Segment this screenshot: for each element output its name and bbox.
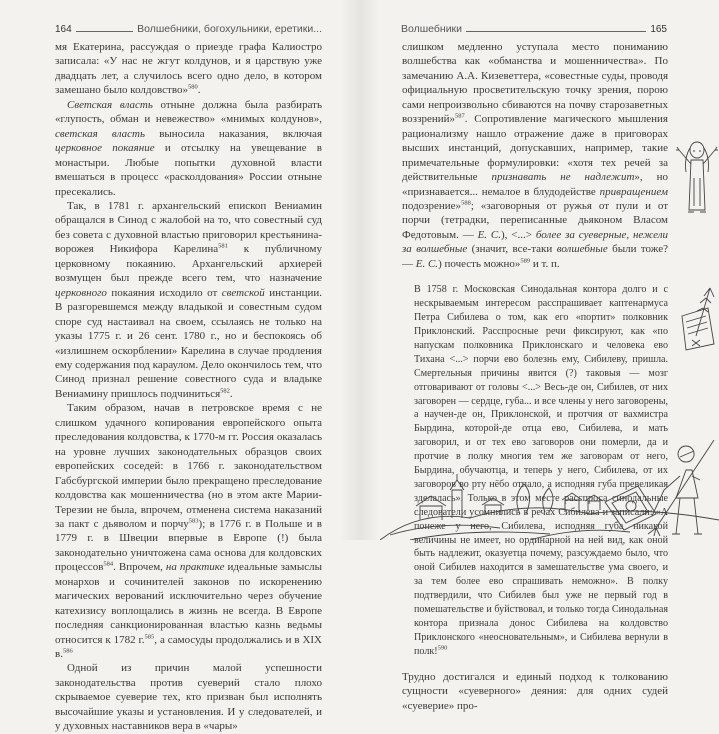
text-run: . bbox=[197, 84, 201, 97]
text-run: . Впрочем, bbox=[113, 561, 166, 574]
text-run: », но «признавается... немалое в блудодействе bbox=[402, 171, 668, 198]
text-run: идеальные замыслы монархов и сочинителей законов по искоренению магических верований исключительно через обучение катехизису воплощались в жизнь не всегда. В Европе последняя санкционированная властью казнь ведьмы относится к 1782 г. bbox=[55, 561, 322, 646]
text-run: к публичному церковному покаянию. Архангельский архиерей возмущен был прежде всего тем, что назначение bbox=[55, 243, 322, 285]
footnote-ref: 585 bbox=[144, 632, 155, 640]
text-run: . bbox=[229, 387, 233, 400]
footnote-ref: 590 bbox=[437, 644, 448, 652]
text-run: инстанции. В разгоревшемся между владыкой и совестным судом споре суд настаивал на своем, ссылаясь не только на указы 1775 г. и 26 сент. 1780 г., но и беспокоясь об «излишнем оскорблении» Карелина в случае продления ему содержания под караулом. Дело окончилось тем, что Синод признал решение совестного суда и владыке Вениамину пришлось подчиниться bbox=[55, 286, 322, 400]
paragraph bbox=[55, 40, 322, 98]
paragraph bbox=[402, 670, 668, 713]
footnote-ref: 582 bbox=[220, 387, 230, 395]
text-run: Таким образом, начав в петровское время с не слишком удачного копирования европейского опыта преследования колдовства, к 1770-м гг. Россия оказалась на уровне лучших законодательных образцов своих европейских соседей: в 1766 г. законодательством Габсбургской империи было прекращено преследование колдовства как мошенничества (но в этом акте Марии-Терезии не была, впрочем, отменена система наказаний за пакт с дьяволом и порчу bbox=[55, 402, 322, 530]
text-run: покаяния исходило от bbox=[106, 286, 222, 299]
village-and-sweeper-illustration bbox=[380, 440, 719, 540]
italic-text: светской bbox=[221, 286, 265, 299]
text-run: Так, в 1781 г. архангельский епископ Вениамин обращался в Синод с жалобой на то, что совестный суд без совета с духовной властью приговорил крестьянина-ворожея Никифора Карелина bbox=[55, 199, 322, 256]
italic-text: на практике bbox=[165, 561, 225, 574]
italic-text: привращением bbox=[599, 185, 668, 198]
text-run: . Сопротивление магического мышления рационализму нашло отражение даже в приговорах высших инстанций, допускавших, например, такие примечательные формулировки: «хотя тех речей за действительные bbox=[402, 113, 668, 184]
right-page-body bbox=[402, 40, 668, 713]
text-run: слишком медленно уступала место пониманию волшебства как «обманства и мошенничества». По замечанию А.А. Кизеветтера, «совестные суды, проводя официальную просветительскую точку зрения, порою сами непроизвольно сбиваются на почву старозаветных воззрений» bbox=[402, 41, 668, 126]
scroll-quill-illustration bbox=[678, 286, 718, 352]
left-running-header bbox=[55, 19, 322, 35]
footnote-ref: 584 bbox=[103, 560, 114, 568]
italic-text: светская власть bbox=[55, 127, 145, 140]
witch-figure-illustration bbox=[676, 138, 718, 218]
left-page-number: 164 bbox=[55, 24, 72, 35]
text-run: ); в 1776 г. в Польше и в 1779 г. в Швеции впервые в Европе (!) была законодательно уничтожена сама основа для колдовских процессов bbox=[55, 517, 322, 574]
italic-text: церковного bbox=[55, 286, 107, 299]
text-run: и отсылку на увещевание в монастыри. Любые попытки духовной власти вмешаться в процесс «расколдования» России отныне пресекались. bbox=[55, 142, 322, 198]
text-run: ; «заговорныя от ружья от пули и от порчи (тетрадки, переписанные дьяконом Власом Федотовым. — bbox=[402, 199, 668, 241]
text-run: В 1758 г. Московская Синодальная контора долго и с нескрываемым интересом расспрашивает каптенармуса Петра Сибилева о том, как его «портит» полковник Приклонский. Расспросные речи фиксируют, как «по напускам полковника Приклонскаго и человека ево Тихана <...> порчи ево болезнь ему, Сибилеву, пришла. Смертельныя причины явится (?) таковыя — мозг отговаривают от головы <...> Весь-де он, Сибилев, от них заговорен — сердце, губа... и все члены у него заговорены, а научен-де он, Приклонской, и протчия от вахмистра Бырдина, которой-де отца ево, Сибилева, и мать заговорил, и от тех ево заговоров они померли, да и протчие в полку многия тем же заговорам от него, Бырдина, обучаютца, и теперь у него, Сибилева, от их заговоров во рту нёбо отпало, а исподняя губа превеликая зделалась». Только в этом месте расспроса синодальные следователи усомнились в речах Сибилева и записали: «А понеже у него, Сибилева, исподняя губа никакой величины не имеет, но ординарной на ней вид, как оной быть надлежит, оказуетца почему, разсуждаемо было, что оной Сибилев находится в замешательстве ума своего, и за тем более ево спрашивать неможно». В полку подтвердили, что Сибилев был уже не первый год в помешательстве и буйствовал, и только тогда Синодальная контора признала донос Сибилева на колдовство Приклонского «неосновательным», и Сибилева вернули в полк! bbox=[414, 284, 668, 657]
footnote-ref: 588 bbox=[461, 199, 471, 207]
right-page-text bbox=[402, 40, 668, 271]
italic-text: признавать не надлежит bbox=[491, 171, 635, 184]
right-page-number: 165 bbox=[650, 24, 667, 35]
left-running-head: Волшебники, богохульники, еретики... bbox=[137, 23, 322, 35]
footnote-ref: 589 bbox=[520, 257, 531, 265]
italic-text: более за суеверные, нежели за волшебные bbox=[402, 228, 668, 256]
text-run: , а самосуды продолжались и в XIX в. bbox=[55, 633, 322, 661]
right-running-head: Волшебники bbox=[401, 23, 463, 35]
text-run: мя Екатерина, рассуждая о приезде графа Калиостро записала: «У нас не жгут колдунов, и я царствую уже двадцать лет, а случилось всего одно дело, в котором замешано было колдовство» bbox=[55, 41, 322, 97]
right-page-text-continued bbox=[402, 670, 668, 713]
paragraph bbox=[55, 401, 322, 661]
right-running-header bbox=[401, 19, 667, 35]
left-page-body bbox=[55, 40, 322, 734]
footnote-ref: 581 bbox=[218, 242, 228, 250]
book-gutter bbox=[340, 0, 380, 540]
footnote-ref: 587 bbox=[455, 112, 465, 120]
text-run: ), <...> bbox=[501, 228, 536, 241]
footnote-ref: 586 bbox=[62, 647, 73, 655]
text-run: ) почесть можно» bbox=[438, 257, 521, 270]
italic-text: Е. С. bbox=[477, 228, 502, 241]
text-run: выносила наказания, включая bbox=[144, 127, 323, 140]
italic-text: Светская власть bbox=[67, 98, 153, 111]
text-run: подозрение» bbox=[402, 199, 462, 212]
text-run: отныне должна была разбирать «глупость, обман и невежество» «мнимых колдунов», bbox=[55, 98, 322, 126]
text-run: Одной из причин малой успешности законодательства против суеверий стало плохо скрываемое суеверие тех, кто призван был исполнять высочайшие указы и установления. И у следователей, и у духовных наставников вера в «чары» bbox=[55, 662, 322, 733]
header-rule bbox=[466, 31, 646, 32]
paragraph bbox=[55, 199, 322, 401]
text-run: Трудно достигался и единый подход к толкованию сущности «суеверного» деяния: для одних судей «суеверие» про- bbox=[402, 670, 668, 712]
italic-text: волшебные bbox=[556, 243, 608, 256]
italic-text: церковное покаяние bbox=[55, 142, 155, 155]
footnote-ref: 580 bbox=[187, 83, 198, 91]
paragraph bbox=[402, 40, 668, 271]
footnote-ref: 583 bbox=[188, 517, 199, 525]
italic-text: Е. С. bbox=[415, 257, 439, 270]
text-run: (значит, все-таки bbox=[467, 243, 557, 256]
text-run: и т. п. bbox=[530, 257, 560, 270]
header-rule bbox=[76, 31, 133, 32]
paragraph bbox=[55, 661, 322, 733]
text-run: были тоже? — bbox=[402, 243, 668, 270]
paragraph bbox=[55, 98, 322, 199]
